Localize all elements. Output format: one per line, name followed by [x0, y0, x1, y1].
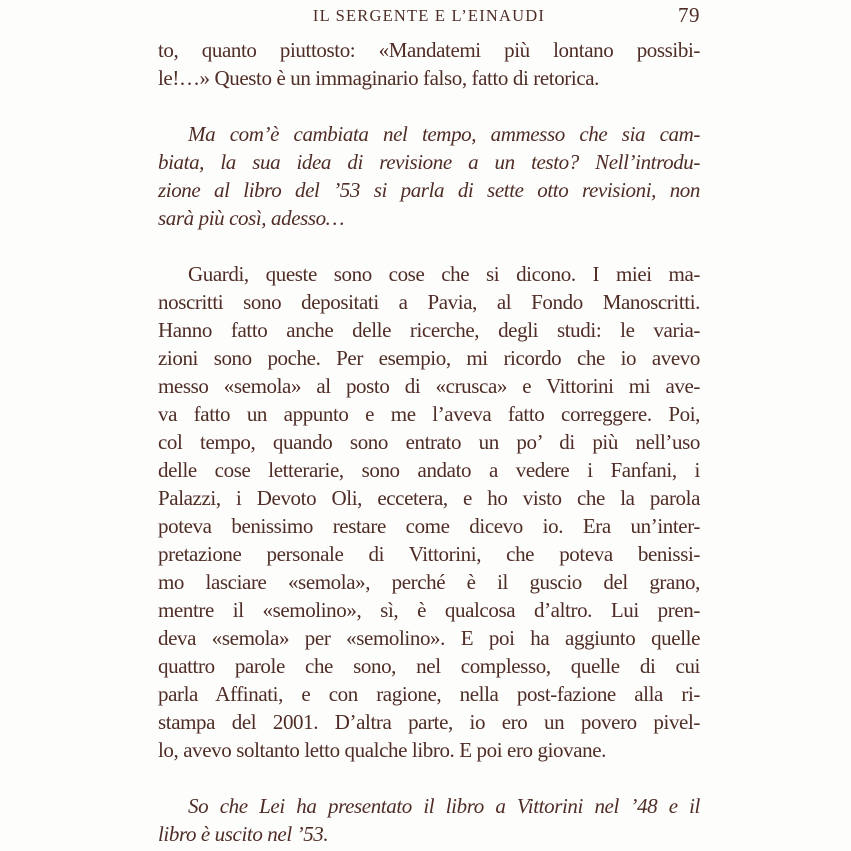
text-line: sarà più così, adesso…: [158, 206, 345, 230]
text-line: to, quanto piuttosto: «Mandatemi più lontano possibi-: [158, 38, 700, 62]
text-line: zioni sono poche. Per esempio, mi ricordo che io avevo: [158, 346, 700, 370]
text-line: le!…» Questo è un immaginario falso, fatto di retorica.: [158, 66, 600, 90]
text-line: deva «semola» per «semolino». E poi ha aggiunto quelle: [158, 626, 700, 650]
text-line: biata, la sua idea di revisione a un testo? Nell’introdu-: [158, 150, 700, 174]
text-line: Guardi, queste sono cose che si dicono. I miei ma-: [188, 262, 700, 286]
text-line: mentre il «semolino», sì, è qualcosa d’altro. Lui pren-: [158, 598, 700, 622]
text-line: parla Affinati, e con ragione, nella post-fazione alla ri-: [158, 682, 700, 706]
text-line: Hanno fatto anche delle ricerche, degli studi: le varia-: [158, 318, 700, 342]
text-line: va fatto un appunto e me l’aveva fatto correggere. Poi,: [158, 402, 700, 426]
text-line: col tempo, quando sono entrato un po’ di più nell’uso: [158, 430, 700, 454]
text-line: pretazione personale di Vittorini, che poteva benissi-: [158, 542, 700, 566]
text-line: lo, avevo soltanto letto qualche libro. E poi ero giovane.: [158, 738, 607, 762]
running-header-title: IL SERGENTE E L’EINAUDI: [312, 6, 546, 25]
text-line: zione al libro del ’53 si parla di sette otto revisioni, non: [158, 178, 700, 202]
text-line: quattro parole che sono, nel complesso, quelle di cui: [158, 654, 700, 678]
text-block: [158, 36, 700, 848]
text-line: libro è uscito nel ’53.: [158, 822, 329, 846]
text-line: stampa del 2001. D’altra parte, io ero un povero pivel-: [158, 710, 700, 734]
text-line: mo lasciare «semola», perché è il guscio del grano,: [158, 570, 700, 594]
text-line: Palazzi, i Devoto Oli, eccetera, e ho visto che la parola: [158, 486, 700, 510]
text-line: poteva benissimo restare come dicevo io. Era un’inter-: [158, 514, 700, 538]
text-line: So che Lei ha presentato il libro a Vittorini nel ’48 e il: [188, 794, 700, 818]
paragraph: [158, 120, 700, 232]
text-line: delle cose letterarie, sono andato a vedere i Fanfani, i: [158, 458, 700, 482]
text-line: messo «semola» al posto di «crusca» e Vittorini mi ave-: [158, 374, 700, 398]
page-number: 79: [678, 3, 700, 27]
paragraph: [158, 36, 700, 92]
text-line: noscritti sono depositati a Pavia, al Fondo Manoscritti.: [158, 290, 700, 314]
paragraph: [158, 792, 700, 848]
paragraph: [158, 260, 700, 764]
text-line: Ma com’è cambiata nel tempo, ammesso che sia cam-: [188, 122, 700, 146]
